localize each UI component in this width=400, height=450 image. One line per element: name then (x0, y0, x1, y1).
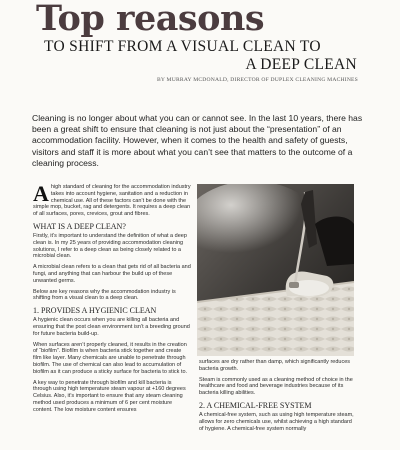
heading-chemical-free: 2. A CHEMICAL-FREE SYSTEM (199, 400, 312, 410)
drop-cap: A (33, 181, 49, 206)
paragraph: Below are key reasons why the accommodation industry is shifting from a visual clean to a deep clean. (33, 288, 176, 302)
paragraph: Steam is commonly used as a cleaning method of choice in the healthcare and food and beverage industries because of its bacteria killing abilities. (199, 376, 353, 397)
paragraph: A microbial clean refers to a clean that gets rid of all bacteria and fungi, and anything that can harbour the build up of these unwanted germs. (33, 264, 191, 284)
paragraph: When surfaces aren’t properly cleaned, it results in the creation of “biofilm”. Biofilm is when bacteria stick together and create film like layer. Many chemicals are unable to penetrate through biofilm. The use of chemical can also lead to accumulation of biofilm as it can produce a sticky surface for bacteria to stick to. (33, 341, 188, 375)
first-paragraph (33, 181, 191, 218)
first-paragraph-text: high standard of cleaning for the accommodation industry takes into account hygiene, sanitation and a reduction in chemical use. All of these factors can’t be done with the simple mop, bucket, rag and detergents. It requires a deep clean of all surfaces, pores, crevices, grout and fibres. (33, 184, 191, 218)
article-title: Top reasons (36, 0, 265, 39)
heading-hygienic-clean: 1. PROVIDES A HYGIENIC CLEAN (33, 306, 157, 316)
paragraph: A chemical-free system, such as using high temperature steam, allows for zero chemicals use, whilst achieving a high standard of hygiene. A chemical-free system normally (199, 411, 354, 432)
paragraph: Firstly, it’s important to understand the definition of what a deep clean is. In my 25 years of providing accommodation cleaning solutions, I refer to a deep clean as being closely related to a microbial clean. (33, 232, 187, 260)
photo-illustration (197, 184, 354, 356)
right-column (199, 359, 356, 436)
paragraph: A key way to penetrate through biofilm and kill bacteria is through using high temperature steam vapour at +160 degrees Celsius. Also, it’s important to ensure that any steam cleaning method used produces a minimum of 6 per cent moisture content. The low moisture content ensures (33, 379, 186, 413)
intro-paragraph: Cleaning is no longer about what you can or cannot see. In the last 10 years, there has been a great shift to ensure that cleaning is not just about the “presentation” of an accommodation facility. However, when it comes to the health and safety of guests, visitors and staff it is more about what you can’t see that matters to the outcome of a cleaning process. (32, 113, 363, 168)
paragraph: A hygienic clean occurs when you are killing all bacteria and ensuring that the post clean environment isn’t a breeding ground for future bacteria build-up. (33, 317, 190, 337)
byline: BY MURRAY MCDONALD, DIRECTOR OF DUPLEX CLEANING MACHINES (157, 77, 358, 83)
heading-what-is-deep-clean: WHAT IS A DEEP CLEAN? (33, 221, 126, 231)
article-subtitle-line-2: A DEEP CLEAN (245, 56, 357, 73)
steam-cleaning-mattress-photo (197, 184, 354, 356)
article-subtitle-line-1: TO SHIFT FROM A VISUAL CLEAN TO (44, 38, 321, 55)
paragraph: surfaces are dry rather than damp, which significantly reduces bacteria growth. (199, 359, 351, 372)
left-column (33, 181, 191, 418)
